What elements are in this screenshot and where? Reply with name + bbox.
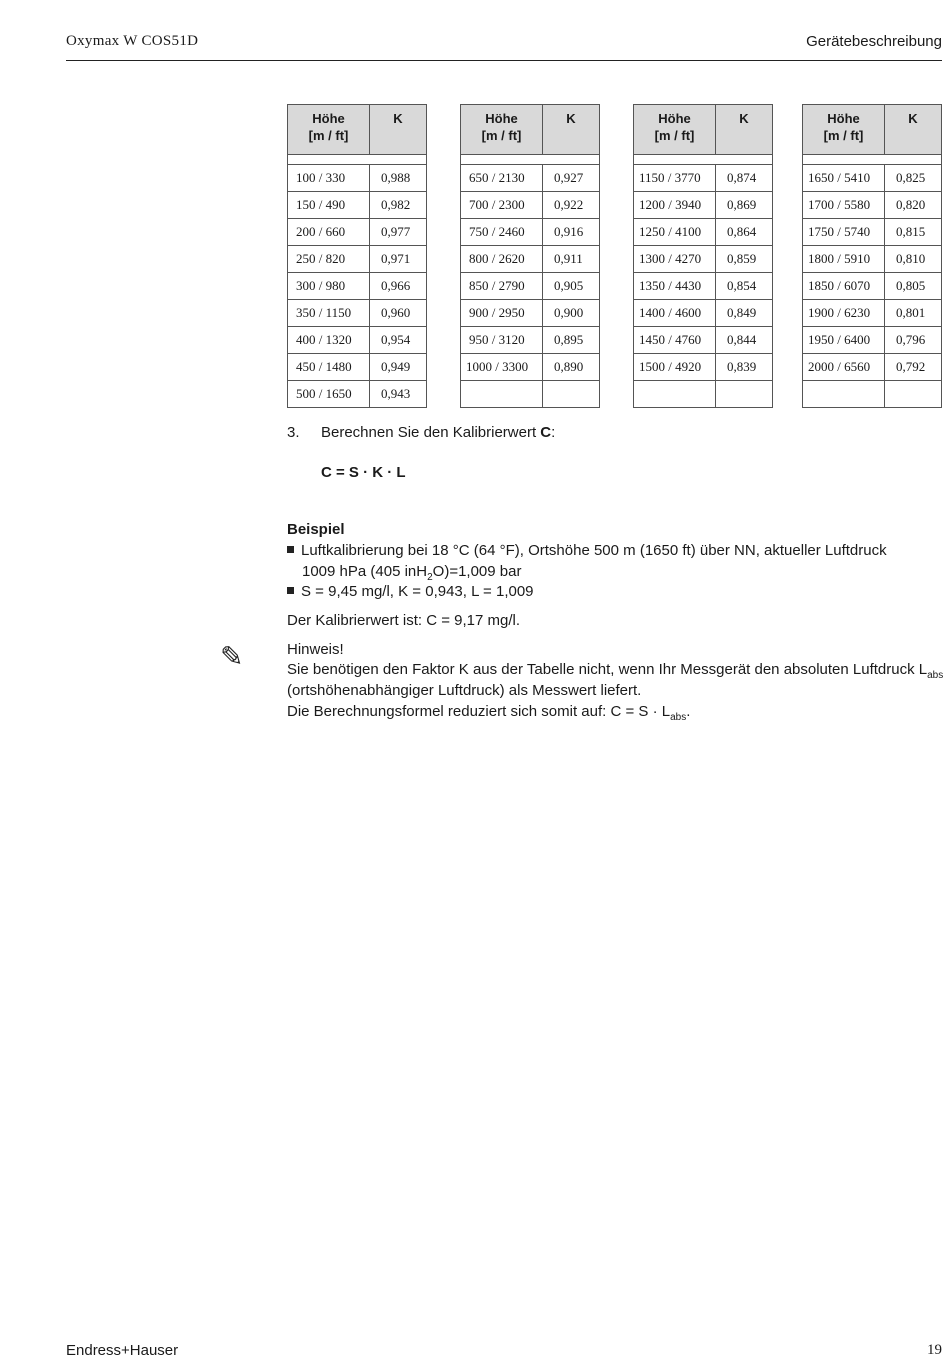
table-row: 1450 / 4760 0,844 bbox=[634, 327, 773, 354]
list-item: S = 9,45 mg/l, K = 0,943, L = 1,009 bbox=[287, 583, 534, 600]
table-row: 450 / 1480 0,949 bbox=[288, 354, 427, 381]
column-header-k: K bbox=[716, 105, 773, 155]
column-header-k: K bbox=[370, 105, 427, 155]
page-number: 19 bbox=[927, 1342, 942, 1358]
step-instruction: Berechnen Sie den Kalibrierwert C: bbox=[321, 424, 556, 441]
table-row: 1350 / 4430 0,854 bbox=[634, 273, 773, 300]
bullet-square-icon bbox=[287, 587, 294, 594]
document-title: Oxymax W COS51D bbox=[66, 33, 199, 49]
column-header-altitude: Höhe [m / ft] bbox=[634, 105, 716, 155]
note-title: Hinweis! bbox=[287, 641, 344, 658]
column-header-k: K bbox=[885, 105, 942, 155]
table-row: 1200 / 3940 0,869 bbox=[634, 192, 773, 219]
table-row: 1300 / 4270 0,859 bbox=[634, 246, 773, 273]
altitude-factor-table-2 bbox=[460, 104, 600, 408]
table-row: 150 / 490 0,982 bbox=[288, 192, 427, 219]
list-item: Luftkalibrierung bei 18 °C (64 °F), Ortshöhe 500 m (1650 ft) über NN, aktueller Luftdruck bbox=[287, 542, 887, 559]
altitude-factor-table-3 bbox=[633, 104, 773, 408]
header-divider bbox=[66, 60, 942, 61]
table-row: 300 / 980 0,966 bbox=[288, 273, 427, 300]
table-row: 800 / 2620 0,911 bbox=[461, 246, 600, 273]
table-row: 1850 / 6070 0,805 bbox=[803, 273, 942, 300]
table-row: 1900 / 6230 0,801 bbox=[803, 300, 942, 327]
column-header-altitude: Höhe [m / ft] bbox=[803, 105, 885, 155]
note-text-line: Die Berechnungsformel reduziert sich somit auf: $C = S \cdot L_{abs}$. bbox=[287, 703, 691, 723]
altitude-factor-table-4 bbox=[802, 104, 942, 408]
table-row: 1000 / 3300 0,890 bbox=[461, 354, 600, 381]
table-row: 1800 / 5910 0,810 bbox=[803, 246, 942, 273]
table-header-row bbox=[288, 105, 427, 155]
table-row: 1150 / 3770 0,874 bbox=[634, 165, 773, 192]
company-name: Endress+Hauser bbox=[66, 1342, 179, 1359]
table-row: 1500 / 4920 0,839 bbox=[634, 354, 773, 381]
table-row: 350 / 1150 0,960 bbox=[288, 300, 427, 327]
table-row bbox=[634, 381, 773, 408]
example-heading: Beispiel bbox=[287, 521, 345, 538]
table-row: 1700 / 5580 0,820 bbox=[803, 192, 942, 219]
altitude-factor-table-1 bbox=[287, 104, 427, 408]
table-row: 250 / 820 0,971 bbox=[288, 246, 427, 273]
table-row: 950 / 3120 0,895 bbox=[461, 327, 600, 354]
bullet-square-icon bbox=[287, 546, 294, 553]
table-row: 200 / 660 0,977 bbox=[288, 219, 427, 246]
calibration-formula: C = S · K · L bbox=[321, 464, 406, 481]
table-row: 400 / 1320 0,954 bbox=[288, 327, 427, 354]
section-title: Gerätebeschreibung bbox=[806, 33, 942, 50]
table-row: 850 / 2790 0,905 bbox=[461, 273, 600, 300]
table-row: 1250 / 4100 0,864 bbox=[634, 219, 773, 246]
table-row: 750 / 2460 0,916 bbox=[461, 219, 600, 246]
table-row bbox=[803, 381, 942, 408]
column-header-altitude: Höhe [m / ft] bbox=[461, 105, 543, 155]
table-row: 100 / 330 0,988 bbox=[288, 165, 427, 192]
list-item-continuation: 1009 hPa (405 inH$_2$O)=1,009 bar bbox=[302, 563, 522, 583]
table-row: 2000 / 6560 0,792 bbox=[803, 354, 942, 381]
table-row: 900 / 2950 0,900 bbox=[461, 300, 600, 327]
table-row: 1950 / 6400 0,796 bbox=[803, 327, 942, 354]
table-row: 1750 / 5740 0,815 bbox=[803, 219, 942, 246]
note-text-line: Sie benötigen den Faktor K aus der Tabelle nicht, wenn Ihr Messgerät den absoluten Luftdruck $L_{abs}$ bbox=[287, 661, 944, 681]
column-header-k: K bbox=[543, 105, 600, 155]
pencil-icon: ✎ bbox=[220, 642, 244, 673]
table-header-row bbox=[803, 105, 942, 155]
table-row bbox=[461, 381, 600, 408]
table-row: 1650 / 5410 0,825 bbox=[803, 165, 942, 192]
example-result: Der Kalibrierwert ist: C = 9,17 mg/l. bbox=[287, 612, 520, 629]
table-row: 500 / 1650 0,943 bbox=[288, 381, 427, 408]
column-header-altitude: Höhe [m / ft] bbox=[288, 105, 370, 155]
table-header-row bbox=[461, 105, 600, 155]
note-text-line: (ortshöhenabhängiger Luftdruck) als Messwert liefert. bbox=[287, 682, 642, 699]
table-header-row bbox=[634, 105, 773, 155]
table-row: 700 / 2300 0,922 bbox=[461, 192, 600, 219]
step-number: 3. bbox=[287, 424, 300, 441]
table-row: 1400 / 4600 0,849 bbox=[634, 300, 773, 327]
table-row: 650 / 2130 0,927 bbox=[461, 165, 600, 192]
